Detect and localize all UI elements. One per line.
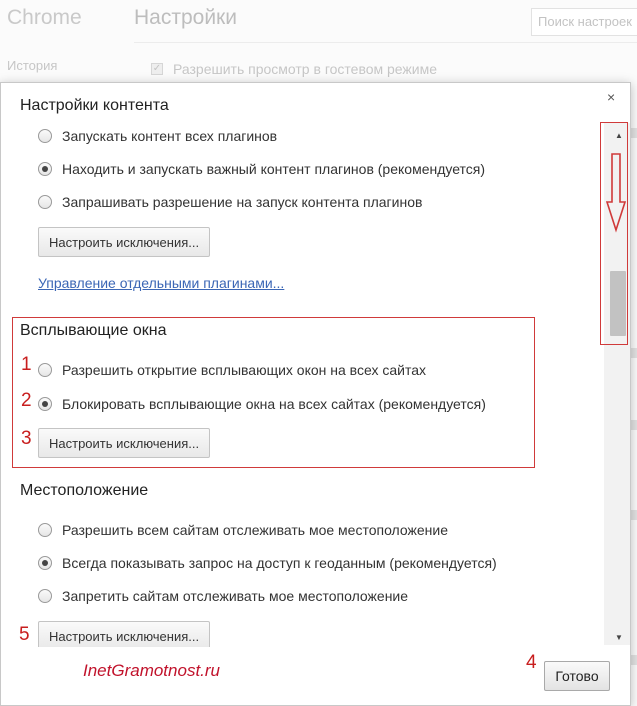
location-section-title: Местоположение [20,482,149,499]
radio-label: Разрешить открытие всплывающих окон на всех сайтах [62,362,426,378]
header-divider [134,42,637,43]
scroll-up-arrow-icon[interactable]: ▲ [615,131,623,140]
radio-label: Блокировать всплывающие окна на всех сайтах (рекомендуется) [62,396,486,412]
radio-plugins-important[interactable] [38,159,485,179]
popups-section-title: Всплывающие окна [20,322,167,339]
radio-label: Запрашивать разрешение на запуск контента плагинов [62,194,423,210]
page-title: Настройки [134,6,237,29]
radio-popups-allow[interactable] [38,360,426,380]
radio-button[interactable] [38,523,52,537]
popups-exceptions-button[interactable]: Настроить исключения... [38,428,210,458]
radio-button[interactable] [38,129,52,143]
manage-plugins-link[interactable]: Управление отдельными плагинами... [38,275,285,291]
plugins-exceptions-button[interactable]: Настроить исключения... [38,227,210,257]
search-input[interactable]: Поиск настроек [531,8,637,36]
marker-1: 1 [21,354,32,375]
marker-3: 3 [21,428,32,449]
radio-label: Запретить сайтам отслеживать мое местоположение [62,588,409,604]
dialog-scroll-area [1,123,602,647]
marker-2: 2 [21,390,32,411]
site-watermark: InetGramotnost.ru [83,661,221,680]
scrollbar-thumb[interactable] [610,271,626,336]
marker-5: 5 [19,624,30,645]
scroll-down-arrow-icon[interactable]: ▼ [615,633,623,642]
location-exceptions-button[interactable]: Настроить исключения... [38,621,210,647]
guest-mode-label: Разрешить просмотр в гостевом режиме [173,61,438,77]
radio-button[interactable] [38,589,52,603]
guest-mode-checkbox[interactable]: ✓ [152,63,162,74]
dialog-title: Настройки контента [20,97,169,114]
close-icon[interactable]: × [607,89,616,105]
content-settings-dialog [0,82,631,706]
radio-plugins-run-all[interactable] [38,126,277,146]
radio-button[interactable] [38,363,52,377]
radio-button[interactable] [38,195,52,209]
radio-location-allow[interactable] [38,520,448,540]
radio-location-deny[interactable] [38,586,408,606]
radio-label: Находить и запускать важный контент плагинов (рекомендуется) [62,161,486,177]
down-arrow-annotation-icon [605,152,627,234]
radio-button[interactable] [38,397,52,411]
radio-label: Разрешить всем сайтам отслеживать мое местоположение [62,522,448,538]
radio-location-ask[interactable] [38,553,497,573]
app-name: Chrome [7,6,82,29]
marker-4: 4 [526,652,537,673]
radio-plugins-ask[interactable] [38,192,422,212]
radio-label: Запускать контент всех плагинов [62,128,278,144]
radio-label: Всегда показывать запрос на доступ к геоданным (рекомендуется) [62,555,497,571]
radio-popups-block[interactable] [38,394,486,414]
radio-button[interactable] [38,556,52,570]
radio-button[interactable] [38,162,52,176]
sidebar-item-history[interactable]: История [7,58,58,73]
done-button[interactable]: Готово [544,661,610,691]
